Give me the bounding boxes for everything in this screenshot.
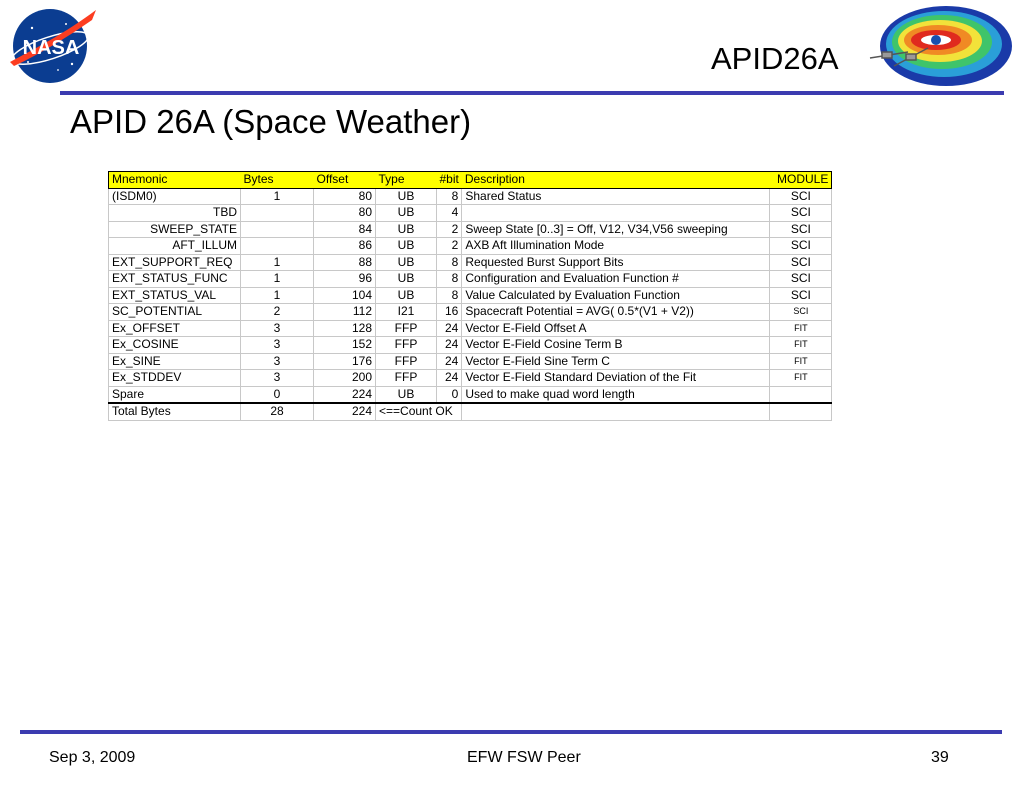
cell-offset: 80	[314, 205, 376, 222]
cell-bits: 2	[437, 238, 462, 255]
cell-offset: 96	[314, 271, 376, 288]
table-row	[109, 271, 832, 288]
radiation-belt-logo	[864, 4, 1014, 88]
cell-module: FIT	[770, 320, 832, 337]
cell-bytes	[241, 238, 314, 255]
cell-type: I21	[376, 304, 437, 321]
cell-description	[462, 205, 770, 222]
table-row	[109, 254, 832, 271]
cell-offset: 104	[314, 287, 376, 304]
cell-module: SCI	[770, 287, 832, 304]
cell-bytes: 0	[241, 386, 314, 403]
cell-description: Vector E-Field Offset A	[462, 320, 770, 337]
table-row	[109, 304, 832, 321]
cell-mnemonic: Ex_OFFSET	[109, 320, 241, 337]
cell-type: FFP	[376, 320, 437, 337]
cell-bytes: 1	[241, 287, 314, 304]
cell-module: FIT	[770, 353, 832, 370]
cell-offset: 224	[314, 386, 376, 403]
nasa-logo-text: NASA	[22, 37, 80, 59]
table-header-row	[109, 172, 832, 189]
cell-type: UB	[376, 221, 437, 238]
cell-bits: 8	[437, 287, 462, 304]
cell-description: Sweep State [0..3] = Off, V12, V34,V56 sweeping	[462, 221, 770, 238]
cell-offset: 176	[314, 353, 376, 370]
cell-module: SCI	[770, 205, 832, 222]
column-header: Type	[376, 172, 437, 189]
cell-mnemonic: Spare	[109, 386, 241, 403]
table-row	[109, 353, 832, 370]
table-row	[109, 386, 832, 403]
cell-bytes: 1	[241, 271, 314, 288]
cell-mnemonic: Ex_SINE	[109, 353, 241, 370]
cell-mnemonic: SC_POTENTIAL	[109, 304, 241, 321]
cell-empty	[770, 403, 832, 420]
cell-mnemonic: (ISDM0)	[109, 188, 241, 205]
column-header: Offset	[314, 172, 376, 189]
cell-mnemonic: Ex_STDDEV	[109, 370, 241, 387]
cell-description: Requested Burst Support Bits	[462, 254, 770, 271]
header-divider	[60, 91, 1004, 95]
cell-bits: 24	[437, 353, 462, 370]
cell-description: Vector E-Field Standard Deviation of the Fit	[462, 370, 770, 387]
cell-bits: 24	[437, 320, 462, 337]
cell-module: SCI	[770, 304, 832, 321]
cell-module: FIT	[770, 337, 832, 354]
total-label: Total Bytes	[109, 403, 241, 420]
table-row	[109, 238, 832, 255]
footer-divider	[20, 730, 1002, 734]
cell-module: SCI	[770, 188, 832, 205]
cell-bits: 8	[437, 188, 462, 205]
cell-bits: 8	[437, 271, 462, 288]
apid-table	[108, 171, 832, 421]
cell-type: UB	[376, 287, 437, 304]
total-offset: 224	[314, 403, 376, 420]
cell-empty	[462, 403, 770, 420]
cell-offset: 80	[314, 188, 376, 205]
cell-type: UB	[376, 254, 437, 271]
cell-module: SCI	[770, 254, 832, 271]
cell-mnemonic: SWEEP_STATE	[109, 221, 241, 238]
cell-type: FFP	[376, 337, 437, 354]
footer-date: Sep 3, 2009	[49, 749, 136, 766]
cell-module: FIT	[770, 370, 832, 387]
cell-description: Configuration and Evaluation Function #	[462, 271, 770, 288]
table-row	[109, 188, 832, 205]
cell-offset: 86	[314, 238, 376, 255]
cell-description: Value Calculated by Evaluation Function	[462, 287, 770, 304]
total-row	[109, 403, 832, 420]
cell-description: Shared Status	[462, 188, 770, 205]
cell-bytes	[241, 221, 314, 238]
cell-description: Vector E-Field Sine Term C	[462, 353, 770, 370]
cell-bytes: 1	[241, 254, 314, 271]
nasa-logo	[6, 4, 98, 84]
cell-mnemonic: TBD	[109, 205, 241, 222]
cell-offset: 128	[314, 320, 376, 337]
cell-bytes: 2	[241, 304, 314, 321]
column-header: MODULE	[770, 172, 832, 189]
column-header: Description	[462, 172, 770, 189]
cell-mnemonic: EXT_SUPPORT_REQ	[109, 254, 241, 271]
cell-type: UB	[376, 271, 437, 288]
cell-bits: 4	[437, 205, 462, 222]
column-header: #bit	[437, 172, 462, 189]
cell-module: SCI	[770, 271, 832, 288]
cell-type: FFP	[376, 370, 437, 387]
cell-type: UB	[376, 205, 437, 222]
table-row	[109, 337, 832, 354]
cell-offset: 200	[314, 370, 376, 387]
cell-description: Vector E-Field Cosine Term B	[462, 337, 770, 354]
cell-module: SCI	[770, 221, 832, 238]
cell-type: UB	[376, 188, 437, 205]
cell-description: AXB Aft Illumination Mode	[462, 238, 770, 255]
cell-type: UB	[376, 238, 437, 255]
cell-bytes: 3	[241, 353, 314, 370]
count-check: <==Count OK	[376, 403, 462, 420]
cell-mnemonic: EXT_STATUS_VAL	[109, 287, 241, 304]
cell-offset: 152	[314, 337, 376, 354]
table-row	[109, 370, 832, 387]
cell-offset: 88	[314, 254, 376, 271]
cell-bits: 0	[437, 386, 462, 403]
cell-mnemonic: Ex_COSINE	[109, 337, 241, 354]
table-row	[109, 205, 832, 222]
table-row	[109, 320, 832, 337]
cell-bytes: 1	[241, 188, 314, 205]
cell-bits: 8	[437, 254, 462, 271]
cell-type: FFP	[376, 353, 437, 370]
cell-type: UB	[376, 386, 437, 403]
cell-offset: 84	[314, 221, 376, 238]
footer-title: EFW FSW Peer	[467, 749, 581, 766]
cell-bytes: 3	[241, 370, 314, 387]
slide-title: APID 26A (Space Weather)	[70, 103, 472, 140]
header-title: APID26A	[711, 41, 839, 76]
cell-bytes	[241, 205, 314, 222]
cell-offset: 112	[314, 304, 376, 321]
cell-mnemonic: AFT_ILLUM	[109, 238, 241, 255]
cell-mnemonic: EXT_STATUS_FUNC	[109, 271, 241, 288]
cell-description: Used to make quad word length	[462, 386, 770, 403]
cell-bits: 24	[437, 337, 462, 354]
table-row	[109, 287, 832, 304]
cell-bytes: 3	[241, 320, 314, 337]
column-header: Bytes	[241, 172, 314, 189]
page-number: 39	[931, 749, 949, 766]
cell-bytes: 3	[241, 337, 314, 354]
table-row	[109, 221, 832, 238]
cell-bits: 2	[437, 221, 462, 238]
cell-bits: 24	[437, 370, 462, 387]
cell-module	[770, 386, 832, 403]
column-header: Mnemonic	[109, 172, 241, 189]
total-bytes: 28	[241, 403, 314, 420]
cell-bits: 16	[437, 304, 462, 321]
cell-module: SCI	[770, 238, 832, 255]
cell-description: Spacecraft Potential = AVG( 0.5*(V1 + V2))	[462, 304, 770, 321]
